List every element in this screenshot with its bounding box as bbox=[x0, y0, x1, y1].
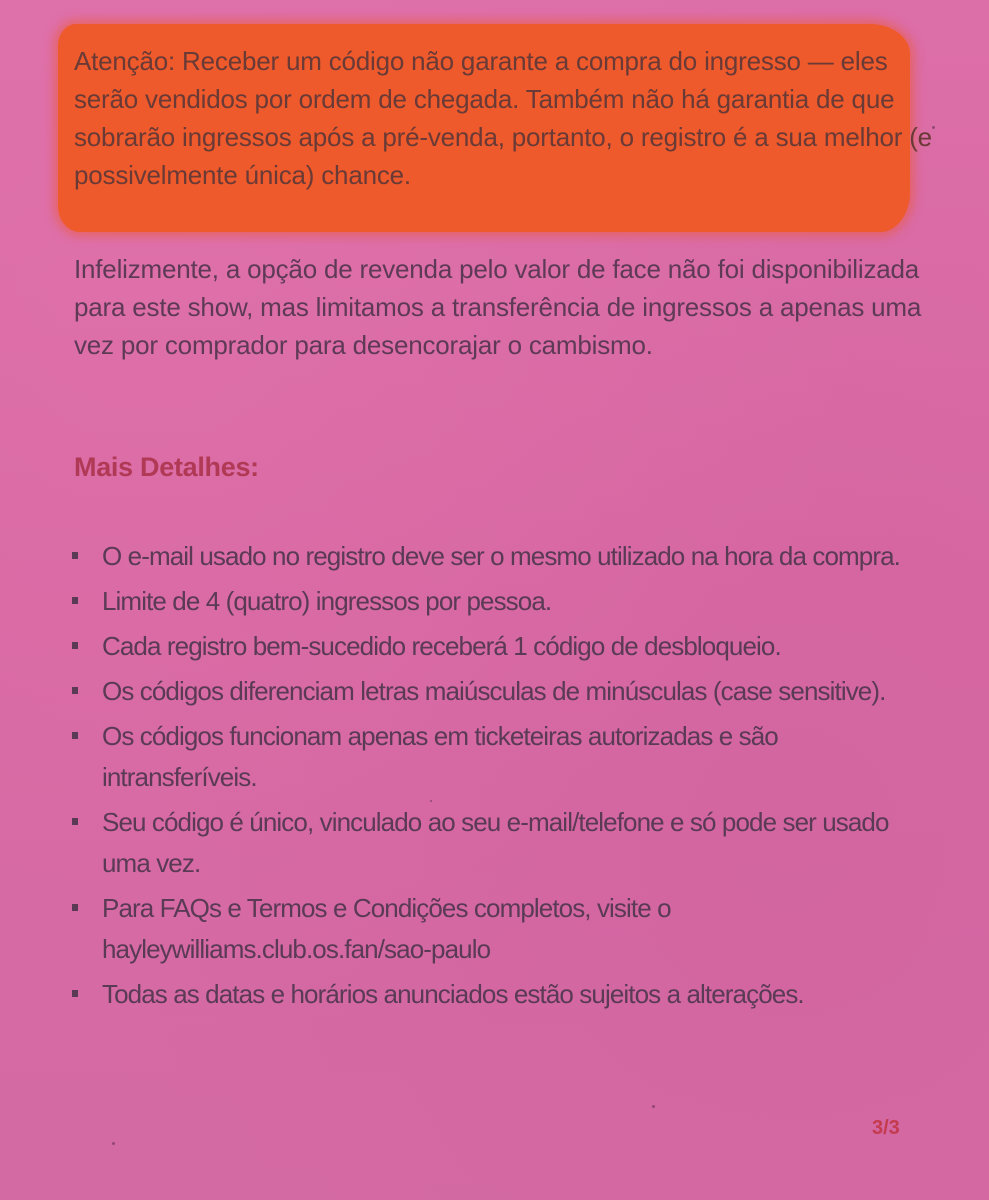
list-item-text: Os códigos diferenciam letras maiúsculas de minúsculas (case sensitive). bbox=[102, 676, 886, 706]
details-heading: Mais Detalhes: bbox=[74, 452, 259, 482]
list-item-text: Seu código é único, vinculado ao seu e-mail/telefone e só pode ser usado uma vez. bbox=[102, 807, 889, 878]
paper-speck bbox=[652, 1105, 655, 1108]
list-item-text: Cada registro bem-sucedido receberá 1 código de desbloqueio. bbox=[102, 631, 781, 661]
list-item bbox=[70, 802, 930, 884]
square-bullet-icon bbox=[72, 990, 78, 997]
resale-paragraph: Infelizmente, a opção de revenda pelo valor de face não foi disponibilizada para este show, mas limitamos a transferência de ingressos a apenas uma vez por comprador para desencorajar o cambismo. bbox=[74, 254, 922, 360]
square-bullet-icon bbox=[72, 687, 78, 694]
square-bullet-icon bbox=[72, 904, 78, 911]
paper-speck bbox=[430, 800, 432, 802]
list-item bbox=[70, 626, 930, 667]
paper-speck bbox=[932, 126, 935, 129]
square-bullet-icon bbox=[72, 818, 78, 825]
square-bullet-icon bbox=[72, 642, 78, 649]
list-item-text: O e-mail usado no registro deve ser o mesmo utilizado na hora da compra. bbox=[102, 541, 900, 571]
list-item bbox=[70, 536, 930, 577]
square-bullet-icon bbox=[72, 597, 78, 604]
square-bullet-icon bbox=[72, 732, 78, 739]
list-item-text: Todas as datas e horários anunciados estão sujeitos a alterações. bbox=[102, 979, 804, 1009]
list-item bbox=[70, 888, 930, 970]
list-item-text: Limite de 4 (quatro) ingressos por pessoa. bbox=[102, 586, 552, 616]
square-bullet-icon bbox=[72, 552, 78, 559]
list-item bbox=[70, 671, 930, 712]
details-list bbox=[70, 536, 930, 1019]
paper-speck bbox=[112, 1142, 115, 1145]
list-item-text: Para FAQs e Termos e Condições completos, visite o hayleywilliams.club.os.fan/sao-paulo bbox=[102, 893, 671, 964]
list-item bbox=[70, 716, 930, 798]
page-number: 3/3 bbox=[872, 1117, 900, 1139]
list-item bbox=[70, 581, 930, 622]
list-item bbox=[70, 974, 930, 1015]
list-item-text: Os códigos funcionam apenas em ticketeiras autorizadas e são intransferíveis. bbox=[102, 721, 778, 792]
attention-notice: Atenção: Receber um código não garante a compra do ingresso — eles serão vendidos por ordem de chegada. Também não há garantia de que sobrarão ingressos após a pré-venda, portanto, o registro é a sua melhor (e possivelmente única) chance. bbox=[74, 46, 932, 190]
